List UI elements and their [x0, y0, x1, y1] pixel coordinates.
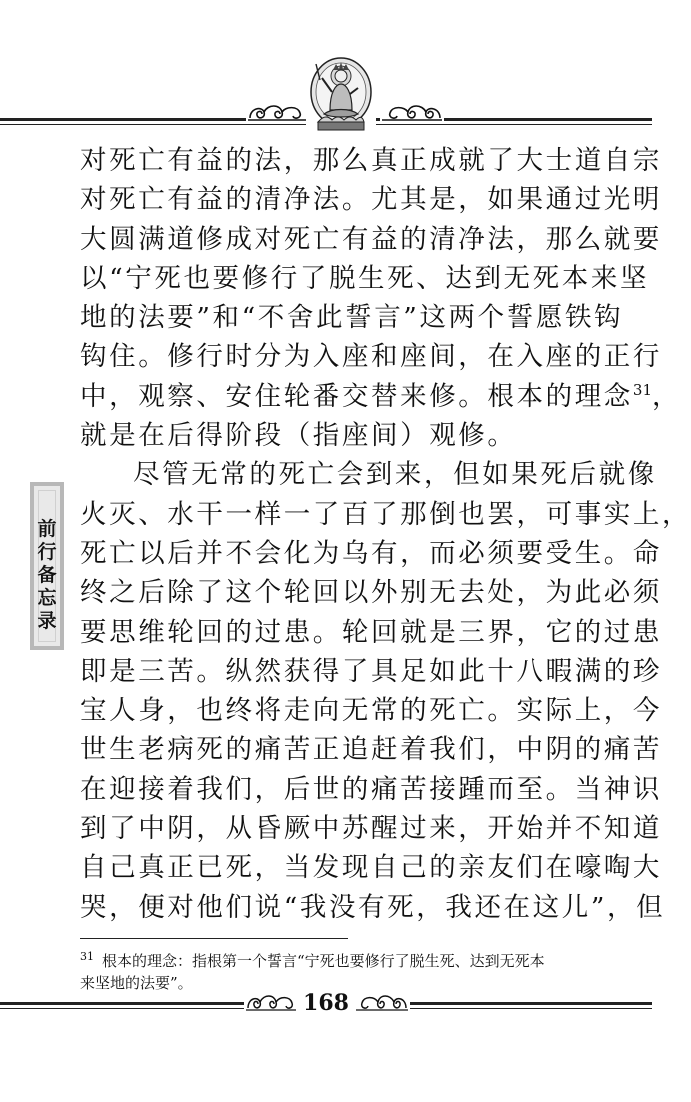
text-line: 自己真正已死，当发现自己的亲友们在嚎啕大 [80, 852, 662, 884]
side-tab-char: 忘 [37, 587, 57, 609]
paragraph-first-line: 尽管无常的死亡会到来，但如果死后就像 [133, 459, 657, 491]
cloud-scroll-left-icon [246, 100, 310, 124]
text-line: 要思维轮回的过患。轮回就是三界，它的过患 [80, 616, 662, 648]
page-footer [0, 982, 652, 1032]
side-tab-char: 录 [37, 610, 57, 632]
text-line: 地的法要”和“不舍此誓言”这两个誓愿铁钩 [80, 302, 624, 334]
text-line: 火灭、水干一样一了百了那倒也罢，可事实上， [80, 498, 691, 530]
footnote-line: 来坚地的法要”。 [80, 974, 193, 992]
text-line: 以“宁死也要修行了脱生死、达到无死本来坚 [80, 262, 650, 294]
text-line-segment: ， [652, 380, 682, 412]
text-line: 对死亡有益的清净法。尤其是，如果通过光明 [80, 184, 662, 216]
footnote-number: 31 [80, 950, 94, 963]
text-line: 即是三苦。纵然获得了具足如此十八暇满的珍 [80, 655, 662, 687]
side-tab-label [34, 518, 60, 633]
footnote-text: 根本的理念：指根第一个誓言“宁死也要修行了脱生死、达到无死本 [102, 952, 545, 970]
text-line: 到了中阴，从昏厥中苏醒过来，开始并不知道 [80, 813, 662, 845]
text-line: 终之后除了这个轮回以外别无去处，为此必须 [80, 577, 662, 609]
text-line: 在迎接着我们，后世的痛苦接踵而至。当神识 [80, 773, 662, 805]
page-number: 168 [296, 990, 356, 1016]
side-tab-char: 前 [37, 518, 57, 540]
page-header [0, 0, 652, 140]
text-line: 就是在后得阶段（指座间）观修。 [80, 420, 517, 452]
cloud-scroll-right-icon [380, 100, 444, 124]
text-line: 死亡以后并不会化为乌有，而必须要受生。命 [80, 537, 662, 569]
main-text-block [80, 141, 691, 927]
cloud-scroll-right-icon [354, 990, 410, 1014]
cloud-scroll-left-icon [244, 990, 300, 1014]
side-tab-char: 行 [37, 541, 57, 563]
text-line: 大圆满道修成对死亡有益的清净法，那么就要 [80, 223, 662, 255]
footnote-separator [80, 938, 348, 939]
text-line [80, 377, 682, 416]
text-line: 对死亡有益的法，那么真正成就了大士道自宗 [80, 145, 662, 176]
text-line: 哭，便对他们说“我没有死，我还在这儿”，但 [80, 891, 666, 923]
footnote-reference[interactable]: 31 [632, 380, 652, 399]
side-tab-char: 备 [37, 564, 57, 586]
text-line-segment: 中，观察、安住轮番交替来修。根本的理念 [80, 380, 633, 412]
text-line: 宝人身，也终将走向无常的死亡。实际上，今 [80, 695, 662, 727]
text-line: 钩住。修行时分为入座和座间，在入座的正行 [80, 341, 662, 373]
deity-figure-icon [306, 54, 376, 134]
side-tab-book-title [30, 482, 64, 650]
footnote-line [80, 946, 610, 972]
text-line: 世生老病死的痛苦正追赶着我们，中阴的痛苦 [80, 734, 662, 766]
